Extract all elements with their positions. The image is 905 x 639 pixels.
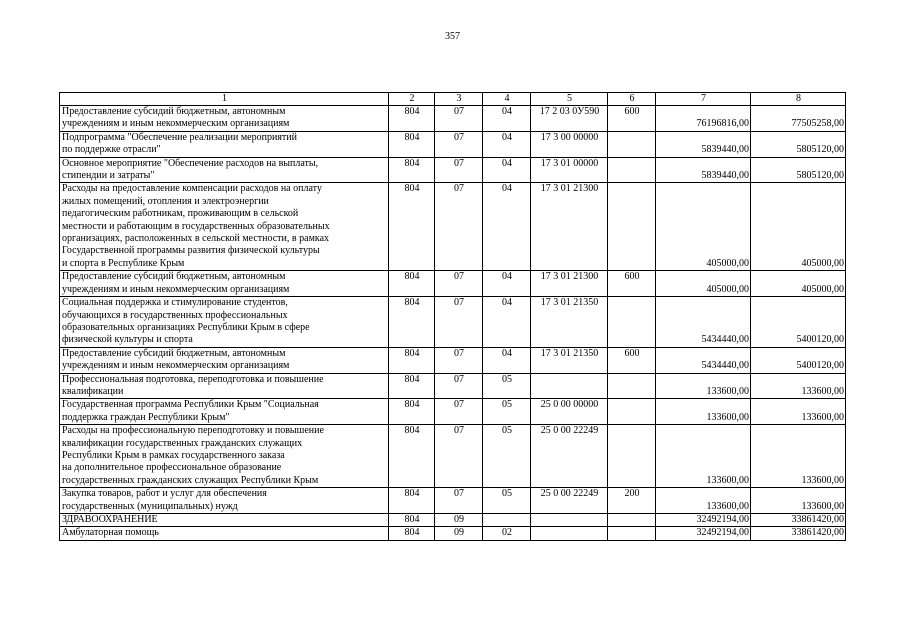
section-code: 07 [435, 157, 483, 183]
amount-year-1: 76196816,00 [656, 106, 751, 132]
column-header: 7 [656, 93, 751, 106]
ministry-code: 804 [389, 399, 435, 425]
section-code: 07 [435, 399, 483, 425]
table-row [60, 183, 846, 271]
column-header: 4 [483, 93, 531, 106]
row-description [60, 106, 389, 132]
amount-year-1: 5434440,00 [656, 297, 751, 348]
amount-year-2: 133600,00 [751, 399, 846, 425]
description-line: местности и работающим в государственных образовательных [62, 220, 330, 232]
subsection-code: 05 [483, 488, 531, 514]
ministry-code: 804 [389, 425, 435, 488]
row-description [60, 527, 389, 540]
description-line: квалификации государственных гражданских служащих [62, 437, 303, 449]
description-line: физической культуры и спорта [62, 334, 193, 346]
description-line: Государственная программа Республики Крым "Социальная [62, 399, 319, 411]
amount-year-2: 133600,00 [751, 488, 846, 514]
section-code: 07 [435, 131, 483, 157]
row-description [60, 399, 389, 425]
row-description [60, 514, 389, 527]
amount-year-1: 133600,00 [656, 373, 751, 399]
column-header: 3 [435, 93, 483, 106]
description-line: учреждениям и иным некоммерческим организациям [62, 283, 290, 295]
amount-year-1: 405000,00 [656, 183, 751, 271]
ministry-code: 804 [389, 488, 435, 514]
row-description [60, 347, 389, 373]
expense-type-code [608, 297, 656, 348]
description-line: Подпрограмма "Обеспечение реализации мероприятий [62, 131, 297, 143]
target-article-code [531, 527, 608, 540]
table-row [60, 106, 846, 132]
target-article-code: 25 0 00 22249 [531, 425, 608, 488]
amount-year-1: 5434440,00 [656, 347, 751, 373]
table-row [60, 527, 846, 540]
description-line: Профессиональная подготовка, переподготовка и повышение [62, 373, 324, 385]
description-line: на дополнительное профессиональное образование [62, 462, 282, 474]
row-description [60, 131, 389, 157]
target-article-code: 25 0 00 00000 [531, 399, 608, 425]
subsection-code: 04 [483, 347, 531, 373]
amount-year-2: 5805120,00 [751, 157, 846, 183]
description-line: педагогическим работникам, проживающим в сельской [62, 208, 299, 220]
row-description [60, 373, 389, 399]
ministry-code: 804 [389, 106, 435, 132]
ministry-code: 804 [389, 183, 435, 271]
subsection-code: 05 [483, 425, 531, 488]
table-row [60, 157, 846, 183]
target-article-code: 17 3 01 21300 [531, 271, 608, 297]
description-line: и спорта в Республике Крым [62, 257, 185, 269]
subsection-code: 04 [483, 183, 531, 271]
subsection-code: 04 [483, 157, 531, 183]
subsection-code: 04 [483, 271, 531, 297]
ministry-code: 804 [389, 297, 435, 348]
target-article-code [531, 373, 608, 399]
expense-type-code [608, 157, 656, 183]
subsection-code: 04 [483, 297, 531, 348]
description-line: Социальная поддержка и стимулирование студентов, [62, 297, 288, 309]
amount-year-1: 32492194,00 [656, 514, 751, 527]
description-line: Амбулаторная помощь [62, 527, 159, 539]
description-line: ЗДРАВООХРАНЕНИЕ [62, 514, 158, 525]
description-line: учреждениям и иным некоммерческим организациям [62, 118, 290, 130]
expense-type-code [608, 373, 656, 399]
amount-year-2: 405000,00 [751, 271, 846, 297]
expense-type-code [608, 399, 656, 425]
section-code: 09 [435, 527, 483, 540]
column-header: 5 [531, 93, 608, 106]
column-header: 2 [389, 93, 435, 106]
table-row [60, 373, 846, 399]
expense-type-code: 600 [608, 271, 656, 297]
subsection-code: 02 [483, 527, 531, 540]
target-article-code: 17 3 01 00000 [531, 157, 608, 183]
description-line: Закупка товаров, работ и услуг для обеспечения [62, 488, 267, 500]
description-line: стипендии и затраты" [62, 170, 155, 182]
row-description [60, 425, 389, 488]
section-code: 07 [435, 347, 483, 373]
amount-year-1: 133600,00 [656, 425, 751, 488]
ministry-code: 804 [389, 373, 435, 399]
amount-year-2: 133600,00 [751, 425, 846, 488]
table-row [60, 271, 846, 297]
target-article-code: 17 3 00 00000 [531, 131, 608, 157]
amount-year-2: 5400120,00 [751, 297, 846, 348]
amount-year-2: 5805120,00 [751, 131, 846, 157]
section-code: 07 [435, 297, 483, 348]
description-line: жилых помещений, отопления и электроэнергии [62, 195, 269, 207]
table-row [60, 131, 846, 157]
table-header-row [60, 93, 846, 106]
amount-year-2: 77505258,00 [751, 106, 846, 132]
description-line: Основное мероприятие "Обеспечение расходов на выплаты, [62, 157, 319, 169]
description-line: обучающихся в государственных профессиональных [62, 309, 288, 321]
page-number: 357 [445, 31, 460, 42]
budget-table [59, 92, 846, 541]
description-line: квалификации [62, 385, 124, 397]
expense-type-code: 200 [608, 488, 656, 514]
amount-year-1: 405000,00 [656, 271, 751, 297]
description-line: образовательных организациях Республики Крым в сфере [62, 321, 310, 333]
row-description [60, 271, 389, 297]
amount-year-2: 405000,00 [751, 183, 846, 271]
amount-year-2: 133600,00 [751, 373, 846, 399]
expense-type-code [608, 425, 656, 488]
description-line: Государственной программы развития физической культуры [62, 245, 320, 257]
section-code: 07 [435, 373, 483, 399]
expense-type-code: 600 [608, 347, 656, 373]
row-description [60, 157, 389, 183]
row-description [60, 183, 389, 271]
ministry-code: 804 [389, 527, 435, 540]
amount-year-1: 133600,00 [656, 488, 751, 514]
ministry-code: 804 [389, 157, 435, 183]
description-line: государственных (муниципальных) нужд [62, 500, 238, 512]
subsection-code [483, 514, 531, 527]
subsection-code: 05 [483, 373, 531, 399]
description-line: Республики Крым в рамках государственного заказа [62, 449, 285, 461]
table-row [60, 297, 846, 348]
target-article-code: 17 3 01 21350 [531, 297, 608, 348]
amount-year-1: 5839440,00 [656, 131, 751, 157]
target-article-code [531, 514, 608, 527]
description-line: Предоставление субсидий бюджетным, автономным [62, 347, 286, 359]
column-header: 8 [751, 93, 846, 106]
description-line: по поддержке отрасли" [62, 144, 161, 156]
amount-year-1: 5839440,00 [656, 157, 751, 183]
target-article-code: 17 3 01 21350 [531, 347, 608, 373]
subsection-code: 04 [483, 106, 531, 132]
expense-type-code [608, 527, 656, 540]
ministry-code: 804 [389, 131, 435, 157]
table-row [60, 399, 846, 425]
ministry-code: 804 [389, 271, 435, 297]
amount-year-2: 5400120,00 [751, 347, 846, 373]
description-line: организациях, расположенных в сельской местности, в рамках [62, 233, 330, 245]
section-code: 07 [435, 425, 483, 488]
row-description [60, 297, 389, 348]
description-line: поддержка граждан Республики Крым" [62, 411, 230, 423]
description-line: Расходы на профессиональную переподготовку и повышение [62, 425, 324, 437]
amount-year-1: 133600,00 [656, 399, 751, 425]
section-code: 07 [435, 106, 483, 132]
expense-type-code: 600 [608, 106, 656, 132]
target-article-code: 17 2 03 0У590 [531, 106, 608, 132]
target-article-code: 17 3 01 21300 [531, 183, 608, 271]
section-code: 07 [435, 183, 483, 271]
expense-type-code [608, 131, 656, 157]
description-line: Предоставление субсидий бюджетным, автономным [62, 106, 286, 117]
ministry-code: 804 [389, 514, 435, 527]
description-line: Расходы на предоставление компенсации расходов на оплату [62, 183, 322, 195]
table-row [60, 488, 846, 514]
section-code: 07 [435, 271, 483, 297]
description-line: учреждениям и иным некоммерческим организациям [62, 360, 290, 372]
subsection-code: 05 [483, 399, 531, 425]
table-row [60, 425, 846, 488]
subsection-code: 04 [483, 131, 531, 157]
description-line: Предоставление субсидий бюджетным, автономным [62, 271, 286, 283]
column-header: 6 [608, 93, 656, 106]
description-line: государственных гражданских служащих Республики Крым [62, 474, 319, 486]
amount-year-2: 33861420,00 [751, 527, 846, 540]
table-row [60, 514, 846, 527]
column-header: 1 [60, 93, 389, 106]
expense-type-code [608, 183, 656, 271]
table-row [60, 347, 846, 373]
target-article-code: 25 0 00 22249 [531, 488, 608, 514]
amount-year-2: 33861420,00 [751, 514, 846, 527]
row-description [60, 488, 389, 514]
section-code: 07 [435, 488, 483, 514]
section-code: 09 [435, 514, 483, 527]
amount-year-1: 32492194,00 [656, 527, 751, 540]
ministry-code: 804 [389, 347, 435, 373]
expense-type-code [608, 514, 656, 527]
